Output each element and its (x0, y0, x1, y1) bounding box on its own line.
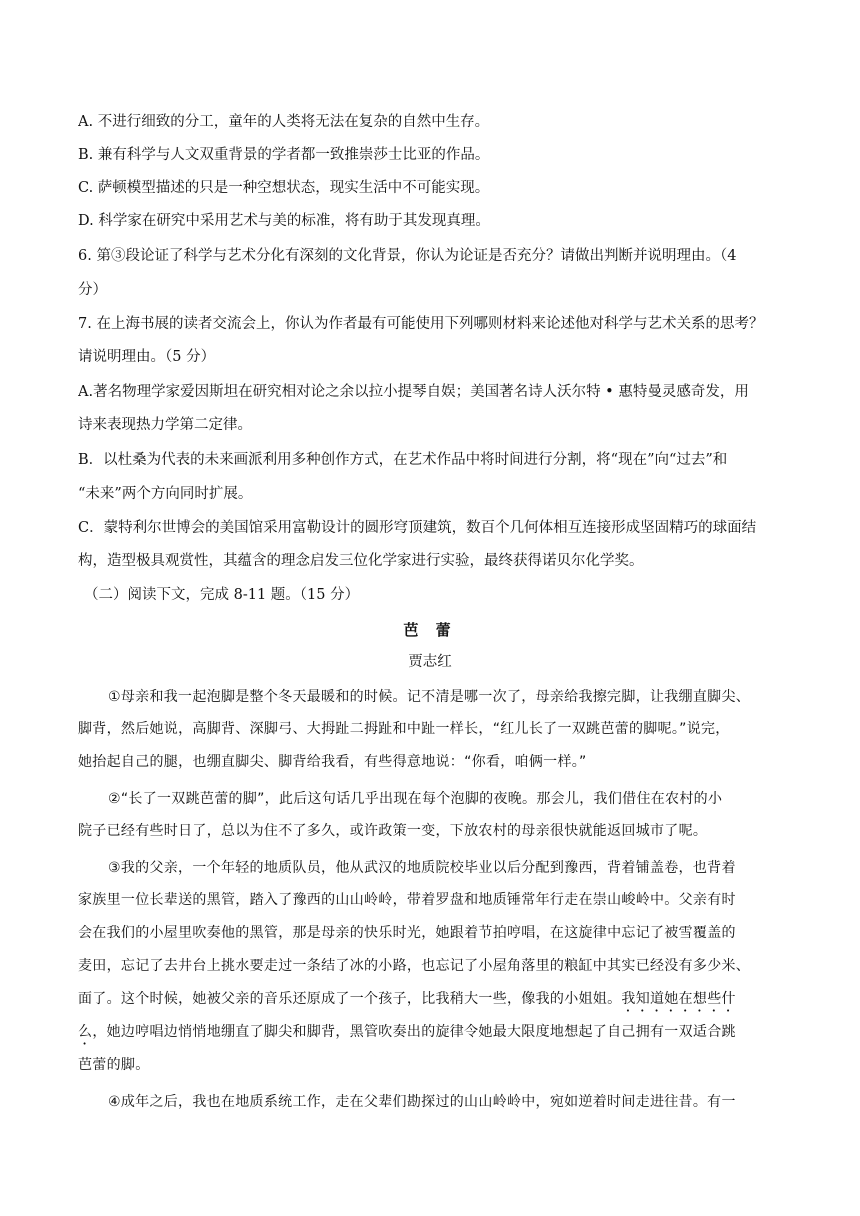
material-c-line-2: 构，造型极具观赏性，其蕴含的理念启发三位化学家进行实验，最终获得诺贝尔化学奖。 (78, 553, 644, 569)
article-author: 贾志红 (408, 654, 452, 670)
paragraph-3-line-1: ③我的父亲，一个年轻的地质队员，他从武汉的地质院校毕业以后分配到豫西，背着铺盖卷，也背着 (108, 860, 736, 876)
paragraph-1-line-2: 脚背，然后她说，高脚背、深脚弓、大拇趾二拇趾和中趾一样长，“红儿长了一双跳芭蕾的脚呢。”说完， (78, 721, 730, 737)
paragraph-2-line-1: ②“长了一双跳芭蕾的脚”，此后这句话几乎出现在每个泡脚的夜晚。那会儿，我们借住在农村的小 (108, 791, 723, 807)
paragraph-1-line-3: 她抬起自己的腿，也绷直脚尖、脚背给我看，有些得意地说：“你看，咱俩一样。” (78, 754, 587, 770)
paragraph-1-line-1: ①母亲和我一起泡脚是整个冬天最暖和的时候。记不清是哪一次了，母亲给我擦完脚，让我绷直脚尖、 (108, 689, 751, 705)
question-6-line-2: 分） (78, 282, 107, 298)
emphasized-phrase: 我知道她在想些什 (621, 991, 736, 1007)
option-c: C. 萨顿模型描述的只是一种空想状态，现实生活中不可能实现。 (78, 180, 490, 196)
paragraph-3-line-5 (78, 989, 790, 1015)
option-d: D. 科学家在研究中采用艺术与美的标准，将有助于其发现真理。 (78, 213, 490, 229)
paragraph-3-line-7: 芭蕾的脚。 (78, 1057, 150, 1073)
article-title: 芭 蕾 (403, 621, 457, 639)
option-b: B. 兼有科学与人文双重背景的学者都一致推崇莎士比亚的作品。 (78, 147, 490, 163)
material-a-line-2: 诗来表现热力学第二定律。 (78, 417, 252, 433)
section-heading: （二）阅读下文，完成 8-11 题。（15 分） (84, 587, 360, 603)
emphasized-phrase-end: 么 (78, 1024, 93, 1040)
material-b-line-1: B．以杜桑为代表的未来画派利用多种创作方式，在艺术作品中将时间进行分割，将“现在”向“过去”和 (78, 452, 728, 468)
question-7-line-1: 7. 在上海书展的读者交流会上，你认为作者最有可能使用下列哪则材料来论述他对科学与艺术关系的思考？ (78, 316, 764, 332)
paragraph-4-line-1: ④成年之后，我也在地质系统工作，走在父辈们勘探过的山山岭岭中，宛如逆着时间走进往昔。有一 (108, 1094, 736, 1110)
material-a-line-1: A.著名物理学家爱因斯坦在研究相对论之余以拉小提琴自娱；美国著名诗人沃尔特 • 惠特曼灵感奇发，用 (78, 384, 749, 400)
question-6-line-1: 6. 第③段论证了科学与艺术分化有深刻的文化背景，你认为论证是否充分？请做出判断并说明理由。（4 (78, 248, 737, 264)
paragraph-3-line-2: 家族里一位长辈送的黑管，踏入了豫西的山山岭岭，带着罗盘和地质锤常年行走在崇山峻岭中。父亲有时 (78, 892, 736, 908)
material-c-line-1: C．蒙特利尔世博会的美国馆采用富勒设计的圆形穹顶建筑，数百个几何体相互连接形成坚固精巧的球面结 (78, 520, 757, 536)
paragraph-3-line-5-text: 面了。这个时候，她被父亲的音乐还原成了一个孩子，比我稍大一些，像我的小姐姐。 (78, 991, 622, 1007)
question-7-line-2: 请说明理由。（5 分） (78, 349, 216, 365)
paragraph-3-line-6-text: ，她边哼唱边悄悄地绷直了脚尖和脚背，黑管吹奏出的旋律令她最大限度地想起了自己拥有一双适合跳 (92, 1024, 736, 1040)
paragraph-3-line-3: 会在我们的小屋里吹奏他的黑管，那是母亲的快乐时光，她跟着节拍哼唱，在这旋律中忘记了被雪覆盖的 (78, 925, 736, 941)
paragraph-2-line-2: 院子已经有些时日了，总以为住不了多久，或许政策一变，下放农村的母亲很快就能返回城市了呢。 (78, 823, 708, 839)
option-a: A. 不进行细致的分工，童年的人类将无法在复杂的自然中生存。 (78, 114, 490, 130)
material-b-line-2: “未来”两个方向同时扩展。 (78, 486, 253, 502)
paragraph-3-line-6 (78, 1022, 790, 1048)
paragraph-3-line-4: 麦田，忘记了去井台上挑水要走过一条结了冰的小路，也忘记了小屋角落里的粮缸中其实已经没有多少米、 (78, 958, 751, 974)
